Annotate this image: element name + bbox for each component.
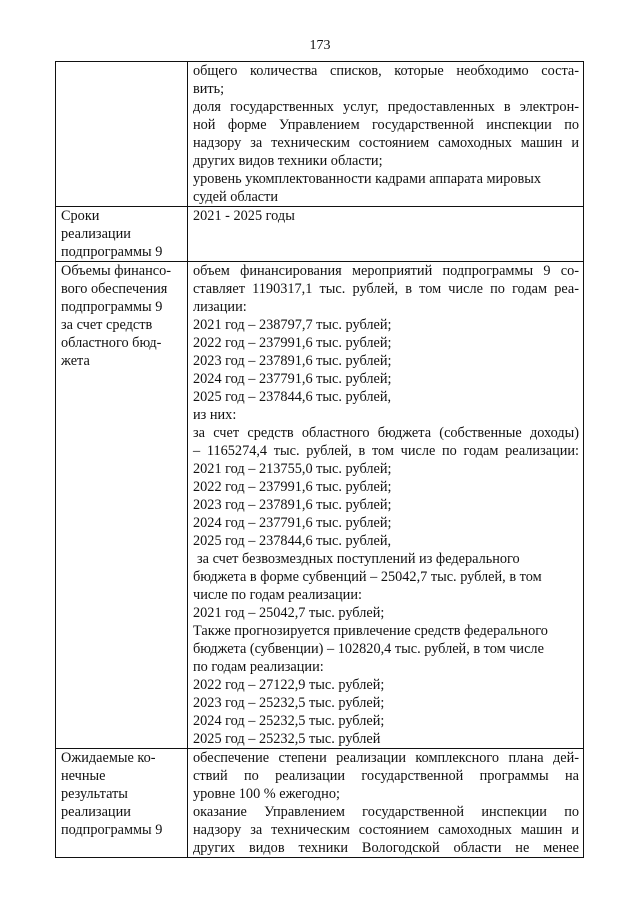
row-content-cell xyxy=(188,62,584,207)
expected-results-row xyxy=(56,749,584,858)
content-line: 2023 год – 237891,6 тыс. рублей; xyxy=(193,497,392,513)
row-label-line: подпрограммы 9 xyxy=(61,244,163,260)
content-line: за счет безвозмездных поступлений из федерального xyxy=(197,551,520,567)
row-label-line: жета xyxy=(61,353,90,369)
content-line: – 1165274,4 тыс. рублей, в том числе по годам реализации: xyxy=(193,443,579,459)
row-label-line: подпрограммы 9 xyxy=(61,822,163,838)
content-line: 2023 год – 237891,6 тыс. рублей; xyxy=(193,353,392,369)
row-label-line: за счет средств xyxy=(61,317,153,333)
content-line: общего количества списков, которые необходимо соста- xyxy=(193,63,579,79)
row-content-cell xyxy=(188,749,584,858)
row-label-line: реализации xyxy=(61,226,131,242)
content-line: надзору за техническим состоянием самоходных машин и xyxy=(193,822,579,838)
row-label-cell xyxy=(56,62,188,207)
content-line: судей области xyxy=(193,189,279,205)
row-label-line: Объемы финансо- xyxy=(61,263,172,279)
row-label-line: областного бюд- xyxy=(61,335,162,351)
row-label-line: подпрограммы 9 xyxy=(61,299,163,315)
row-label-line: Сроки xyxy=(61,208,100,224)
content-line: лизации: xyxy=(193,299,247,315)
content-line: оказание Управлением государственной инспекции по xyxy=(193,804,579,820)
content-line: Также прогнозируется привлечение средств федерального xyxy=(193,623,548,639)
indicators-continued-row xyxy=(56,62,584,207)
content-line: 2021 год – 238797,7 тыс. рублей; xyxy=(193,317,392,333)
content-line: 2021 год – 213755,0 тыс. рублей; xyxy=(193,461,392,477)
content-line: других видов техники области; xyxy=(193,153,383,169)
row-label-cell xyxy=(56,262,188,749)
content-line: ной форме Управлением государственной инспекции по xyxy=(193,117,579,133)
page-number: 173 xyxy=(309,38,331,53)
content-line: 2022 год – 27122,9 тыс. рублей; xyxy=(193,677,385,693)
content-line: ствий по реализации государственной программы на xyxy=(193,768,579,784)
row-content-cell xyxy=(188,262,584,749)
content-line: 2022 год – 237991,6 тыс. рублей; xyxy=(193,479,392,495)
content-line: 2021 - 2025 годы xyxy=(193,208,295,224)
content-line: бюджета (субвенции) – 102820,4 тыс. рублей, в том числе xyxy=(193,641,544,657)
content-line: ставляет 1190317,1 тыс. рублей, в том числе по годам реа- xyxy=(193,281,579,297)
implementation-period-row xyxy=(56,207,584,262)
row-label-cell xyxy=(56,207,188,262)
content-line: 2025 год – 237844,6 тыс. рублей, xyxy=(193,389,392,405)
content-line: по годам реализации: xyxy=(193,659,324,675)
row-label-line: результаты xyxy=(61,786,128,802)
content-line: 2024 год – 25232,5 тыс. рублей; xyxy=(193,713,385,729)
row-label-line: Ожидаемые ко- xyxy=(61,750,156,766)
content-line: 2024 год – 237791,6 тыс. рублей; xyxy=(193,515,392,531)
content-line: 2022 год – 237991,6 тыс. рублей; xyxy=(193,335,392,351)
content-line: бюджета в форме субвенций – 25042,7 тыс. рублей, в том xyxy=(193,569,542,585)
content-line: объем финансирования мероприятий подпрограммы 9 со- xyxy=(193,263,579,279)
content-line: из них: xyxy=(193,407,237,423)
content-line: 2025 год – 25232,5 тыс. рублей xyxy=(193,731,381,747)
row-label-line: вого обеспечения xyxy=(61,281,168,297)
content-line: других видов техники Вологодской области не менее xyxy=(193,840,579,856)
row-label-line: нечные xyxy=(61,768,106,784)
content-line: уровень укомплектованности кадрами аппарата мировых xyxy=(193,171,542,187)
content-line: 2025 год – 237844,6 тыс. рублей, xyxy=(193,533,392,549)
content-line: уровне 100 % ежегодно; xyxy=(193,786,340,802)
content-line: числе по годам реализации: xyxy=(193,587,362,603)
row-label-line: реализации xyxy=(61,804,131,820)
row-content-cell xyxy=(188,207,584,262)
content-line: 2024 год – 237791,6 тыс. рублей; xyxy=(193,371,392,387)
row-label-cell xyxy=(56,749,188,858)
content-line: обеспечение степени реализации комплексного плана дей- xyxy=(193,750,579,766)
subprogram-passport-table xyxy=(55,61,584,858)
content-line: 2023 год – 25232,5 тыс. рублей; xyxy=(193,695,385,711)
funding-volume-row xyxy=(56,262,584,749)
content-line: доля государственных услуг, предоставленных в электрон- xyxy=(193,99,579,115)
content-line: надзору за техническим состоянием самоходных машин и xyxy=(193,135,579,151)
content-line: 2021 год – 25042,7 тыс. рублей; xyxy=(193,605,385,621)
content-line: вить; xyxy=(193,81,225,97)
content-line: за счет средств областного бюджета (собственные доходы) xyxy=(193,425,579,441)
